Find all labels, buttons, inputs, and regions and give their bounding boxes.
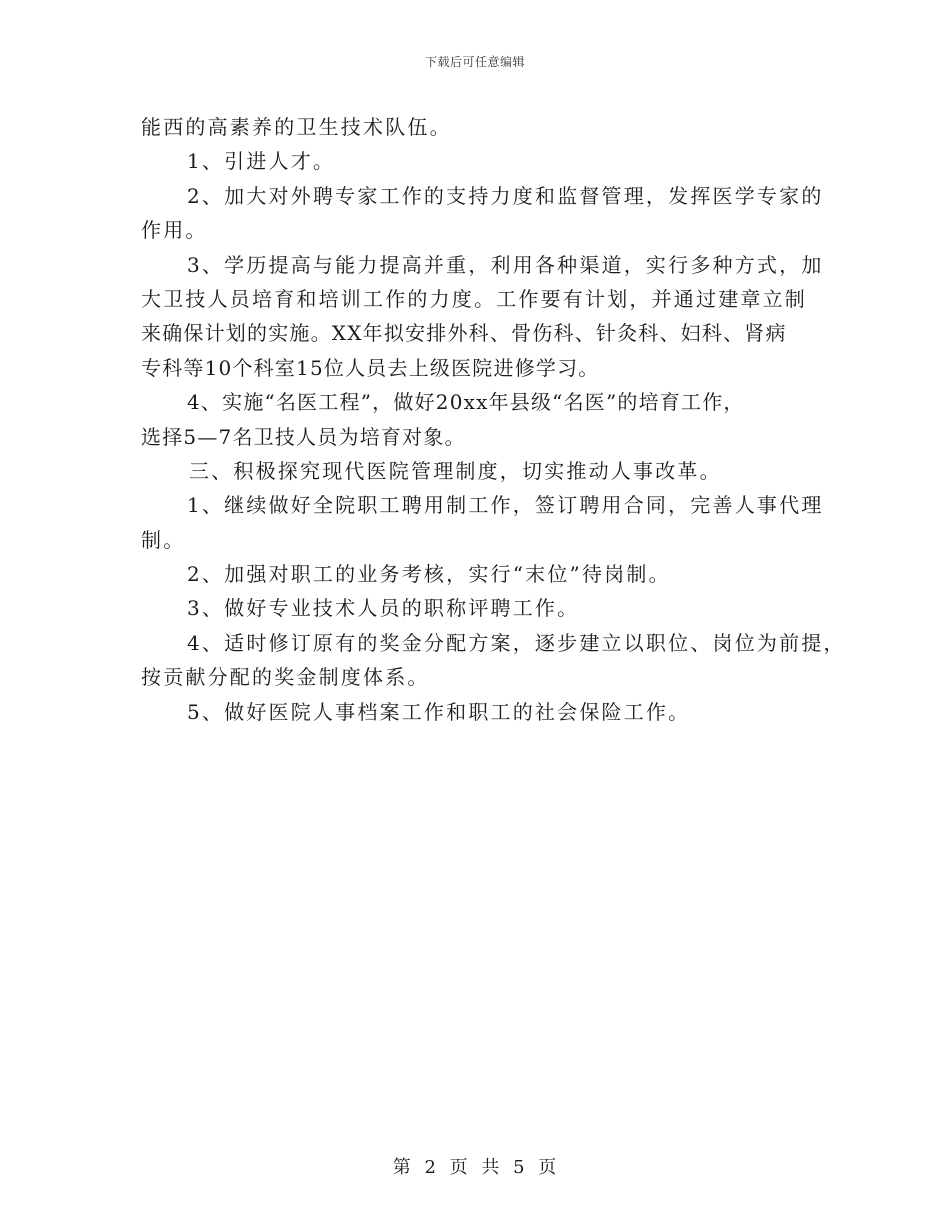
list-item-line: 2、加大对外聘专家工作的支持力度和监督管理，发挥医学专家的 (187, 183, 824, 208)
list-item-line: 3、学历提高与能力提高并重，利用各种渠道，实行多种方式，加 (187, 252, 824, 277)
section-heading: 三、积极探究现代医院管理制度，切实推动人事改革。 (189, 458, 722, 483)
paragraph-line: 大卫技人员培育和培训工作的力度。工作要有计划，并通过建章立制 (141, 286, 807, 311)
list-item-line: 4、实施“名医工程”，做好20xx年县级“名医”的培育工作， (187, 390, 745, 415)
document-body (141, 110, 846, 729)
list-item-line: 1、引进人才。 (187, 149, 336, 174)
paragraph-line: 制。 (141, 527, 186, 552)
list-item-line: 2、加强对职工的业务考核，实行“末位”待岗制。 (187, 562, 671, 587)
paragraph-line: 专科等10个科室15位人员去上级医院进修学习。 (141, 355, 600, 380)
page-header-note: 下载后可任意编辑 (424, 55, 525, 69)
paragraph-line: 选择5—7名卫技人员为培育对象。 (141, 424, 466, 449)
paragraph-line: 能西的高素养的卫生技术队伍。 (141, 115, 452, 139)
page-number-footer: 第 2 页 共 5 页 (392, 1157, 558, 1178)
list-item-line: 4、适时修订原有的奖金分配方案，逐步建立以职位、岗位为前提， (187, 630, 846, 655)
list-item-line: 1、继续做好全院职工聘用制工作，签订聘用合同，完善人事代理 (187, 493, 824, 518)
paragraph-line: 来确保计划的实施。XX年拟安排外科、骨伤科、针灸科、妇科、肾病 (141, 321, 787, 346)
list-item-line: 5、做好医院人事档案工作和职工的社会保险工作。 (187, 699, 691, 724)
list-item-line: 3、做好专业技术人员的职称评聘工作。 (187, 596, 580, 621)
paragraph-line: 作用。 (141, 218, 208, 243)
paragraph-line: 按贡献分配的奖金制度体系。 (141, 665, 430, 690)
